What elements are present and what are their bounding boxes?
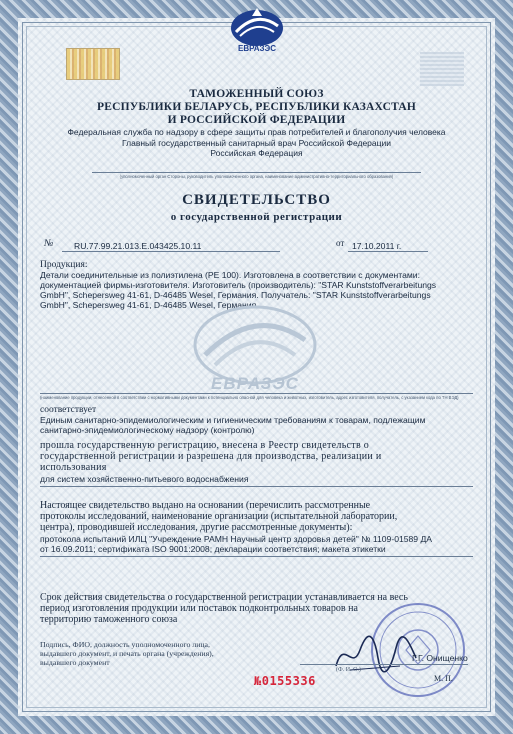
usage-underline xyxy=(40,486,473,487)
compliance-label: соответствует xyxy=(40,405,97,415)
product-line: документацией фирмы-изготовителя. Изготовитель (производитель): "STAR Kunststoffverarbeitungs xyxy=(40,280,437,290)
emblem-label: ЕВРАЗЭС xyxy=(237,44,276,53)
validity-line: территорию таможенного союза xyxy=(40,614,178,625)
stamp-place-label: М. П. xyxy=(434,674,453,683)
serial-number: №0155336 xyxy=(254,674,316,688)
authority-line-1: Федеральная служба по надзору в сфере защиты прав потребителей и благополучия человека xyxy=(67,127,446,137)
registration-date: 17.10.2011 г. xyxy=(352,241,402,251)
basis-doc-line: от 16.09.2011; сертификата ISO 9001:2008; декларации соответствия; макета этикетки xyxy=(40,544,386,554)
compliance-line: Единым санитарно-эпидемиологическим и гигиеническим требованиям к товарам, подлежащим xyxy=(40,415,426,425)
signature-caption xyxy=(40,640,214,667)
registration-line: использования xyxy=(40,462,107,473)
hologram-patch xyxy=(66,48,120,80)
basis-underline xyxy=(40,556,473,557)
authority-caption: (уполномоченный орган Стороны, руководитель уполномоченного органа, наименование административно-территориального образования) xyxy=(119,174,394,179)
product-line: GmbH", Schepersweg 41-61, D-46485 Wesel, Германия. xyxy=(40,300,259,310)
authority-line-3: Российская Федерация xyxy=(210,148,303,158)
header-line-1: ТАМОЖЕННЫЙ СОЮЗ xyxy=(189,88,324,100)
number-label: № xyxy=(44,238,54,249)
fio-caption: (Ф. И. О.) xyxy=(336,667,361,673)
product-line: Детали соединительные из полиэтилена (PE 100). Изготовлена в соответствии с документами: xyxy=(40,270,420,280)
basis-doc-line: протокола испытаний ИЛЦ "Учреждение РАМН Научный центр здоровья детей" № 1109-01589 ДА xyxy=(40,534,433,544)
authority-block xyxy=(40,127,473,159)
header-line-3: И РОССИЙСКОЙ ФЕДЕРАЦИИ xyxy=(167,114,346,126)
compliance-line: санитарно-эпидемиологическому надзору (контролю) xyxy=(40,425,255,435)
product-label: Продукция: xyxy=(40,260,88,270)
number-underline xyxy=(62,251,280,252)
watermark-label: ЕВРАЗЭС xyxy=(211,374,299,393)
product-caption: (наименование продукции, отнесенной в соответствии с нормативными документами к потенциально опасной для человека и животных, изготовитель, адрес изготовителя, получатель, с указанием кода по ТН ВЭД) xyxy=(40,395,459,400)
basis-documents xyxy=(40,534,480,554)
product-line: GmbH", Schepersweg 41-61, D-46485 Wesel, Германия. Получатель: "STAR Kunststoffverarbeitungs xyxy=(40,290,431,300)
basis-line: центра), проводившей исследования, другие рассмотренные документы): xyxy=(40,522,353,533)
signatory-name: Г.Г. Онищенко xyxy=(412,653,468,663)
authority-underline xyxy=(92,172,421,173)
authority-line-2: Главный государственный санитарный врач Российской Федерации xyxy=(122,137,391,148)
header-line-2: РЕСПУБЛИКИ БЕЛАРУСЬ, РЕСПУБЛИКИ КАЗАХСТАН xyxy=(96,101,417,113)
basis-statement xyxy=(40,500,480,533)
hologram-patch-right xyxy=(420,52,464,86)
validity-line: Срок действия свидетельства о государственной регистрации устанавливается на весь xyxy=(40,592,408,603)
signature-underline xyxy=(300,664,468,665)
eurasec-emblem xyxy=(226,6,288,58)
document-subtitle: о государственной регистрации xyxy=(170,211,343,223)
signature-caption-line: выдавшего документ, и печать органа (учреждения), xyxy=(40,649,214,658)
date-label: от xyxy=(336,238,345,248)
registration-line: государственной регистрации и разрешена для производства, реализации и xyxy=(40,451,382,462)
registration-number: RU.77.99.21.013.Е.043425.10.11 xyxy=(74,241,202,251)
registration-line: прошла государственную регистрацию, внесена в Реестр свидетельств о xyxy=(40,440,370,451)
signature-caption-line: выдавшего документ xyxy=(40,658,110,667)
usage-scope: для систем хозяйственно-питьевого водоснабжения xyxy=(40,474,249,484)
document-title: СВИДЕТЕЛЬСТВО xyxy=(182,192,331,208)
basis-line: Настоящее свидетельство выдано на основании (перечислить рассмотренные xyxy=(40,500,371,511)
compliance-text xyxy=(40,415,480,435)
registration-statement xyxy=(40,440,480,473)
validity-line: период изготовления продукции или поставок подконтрольных товаров на xyxy=(40,603,358,614)
date-underline xyxy=(348,251,428,252)
basis-line: протоколы исследований, наименование организации (испытательной лаборатории, xyxy=(40,511,398,522)
signature-caption-line: Подпись, ФИО, должность уполномоченного лица, xyxy=(40,640,210,649)
product-underline xyxy=(40,393,473,394)
customs-union-header xyxy=(40,88,473,127)
